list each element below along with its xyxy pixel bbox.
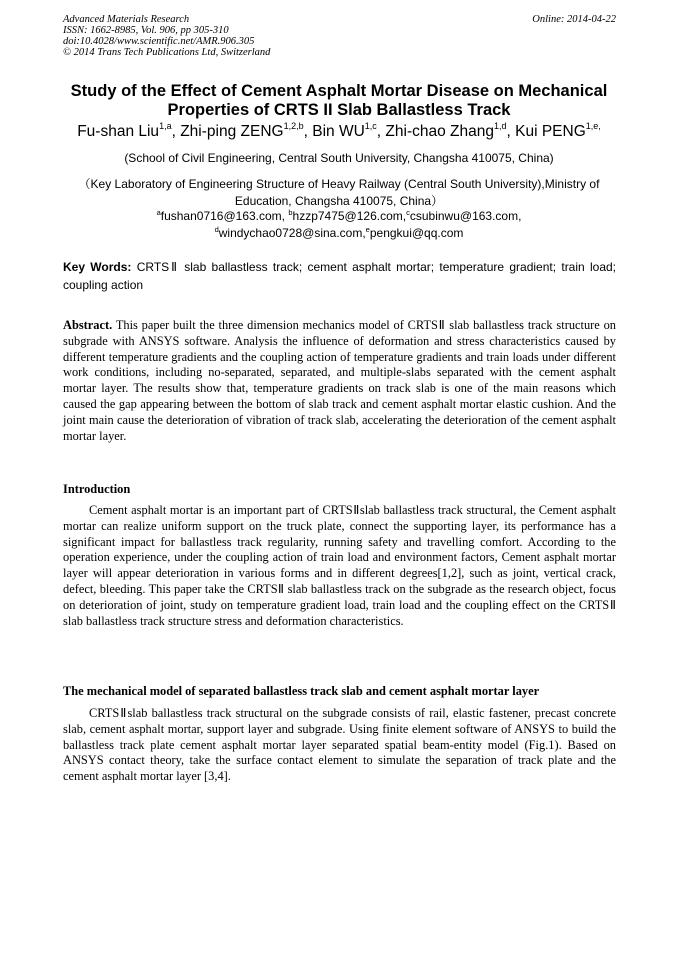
journal-header	[63, 14, 616, 58]
section-heading-mechanical-model: The mechanical model of separated ballastless track slab and cement asphalt mortar layer	[63, 684, 540, 698]
keywords	[63, 259, 616, 294]
affiliation-1: (School of Civil Engineering, Central South University, Changsha 410075, China)	[124, 151, 554, 165]
title-line-1: Study of the Effect of Cement Asphalt Mortar Disease on Mechanical	[70, 82, 608, 100]
title-line-2: Properties of CRTS II Slab Ballastless Track	[167, 101, 511, 119]
abstract	[63, 318, 616, 444]
keywords-text: CRTSⅡ slab ballastless track; cement asphalt mortar; temperature gradient; train load; coupling action	[63, 260, 617, 292]
journal-name: Advanced Materials Research	[63, 14, 190, 25]
author-1: Fu-shan Liu$^{1,a}$,	[77, 121, 181, 140]
journal-copyright: © 2014 Trans Tech Publications Ltd, Switzerland	[63, 47, 271, 58]
keywords-label: Key Words:	[63, 260, 132, 274]
author-3: Bin WU$^{1,c}$,	[312, 121, 386, 140]
abstract-label: Abstract.	[63, 318, 113, 332]
abstract-text: This paper built the three dimension mechanics model of CRTSⅡ slab ballastless track structure on subgrade with ANSYS software. Analysis the influence of deformation and stress characteristics caused by different temperature gradients and the coupling action of temperature gradients and train loads under different work conditions, including no-separated, separated, and multiple-slabs separated with the cement asphalt mortar layer. The results show that, temperature gradients on track slab is one of the main reasons which caused the gap appearing between the bottom of slab track and cement asphalt mortar elastic cushion. And the joint main cause the deterioration of vibration of track slab, accelerating the deterioration of the cement asphalt mortar layer.	[63, 318, 616, 443]
journal-doi: doi:10.4028/www.scientific.net/AMR.906.305	[63, 36, 255, 47]
paper-title	[40, 82, 638, 120]
author-list	[30, 122, 648, 142]
email-line-1: $^a$fushan0716@163.com, $^b$hzzp7475@126.com,$^c$csubinwu@163.com,	[156, 208, 522, 223]
email-line-2: $^d$windychao0728@sina.com,$^e$pengkui@qq.com	[214, 225, 464, 240]
author-5: Kui $PENG^{1,e,}$	[515, 121, 601, 140]
journal-issn: ISSN: 1662-8985, Vol. 906, pp 305-310	[63, 25, 229, 36]
author-2: Zhi-ping ZENG$^{1,2,b}$,	[180, 121, 313, 140]
introduction-paragraph: Cement asphalt mortar is an important part of CRTSⅡslab ballastless track structural, the Cement asphalt mortar can realize uniform support on the truck plate, connect the supporting layer, its performance has a significant impact for ballastless track regularity, running safety and travelling comfort. According to the operation experience, under the coupling action of train load and environment factors, Cement asphalt mortar layer will appear deterioration in various forms and in different degrees[1,2], such as joint, vertical crack, defect, bleeding. This paper take the CRTSⅡ slab ballastless track on the subgrade as the research object, focus on deterioration of joint, study on temperature gradient load, train load and the coupling effect on the CRTSⅡ slab ballastless track structure stress and deformation characteristics.	[63, 503, 616, 628]
author-emails	[40, 208, 638, 242]
section-heading-introduction: Introduction	[63, 482, 131, 496]
affiliation-2: （Key Laboratory of Engineering Structure of Heavy Railway (Central South University),Ministry of Education, Changsha 410075, China）	[78, 177, 600, 208]
author-4: Zhi-chao Zhang$^{1,d}$,	[385, 121, 516, 140]
mechanical-model-paragraph: CRTSⅡslab ballastless track structural on the subgrade consists of rail, elastic fastener, precast concrete slab, cement asphalt mortar, support layer and subgrade. Using finite element software of ANSYS to build the ballastless track plate cement asphalt mortar layer separated spatial beam-entity model (Fig.1). Based on ANSYS contact theory, take the surface contact element to simulate the separation of track plate and the cement asphalt mortar layer [3,4].	[63, 706, 616, 784]
online-date: Online: 2014-04-22	[532, 14, 616, 25]
